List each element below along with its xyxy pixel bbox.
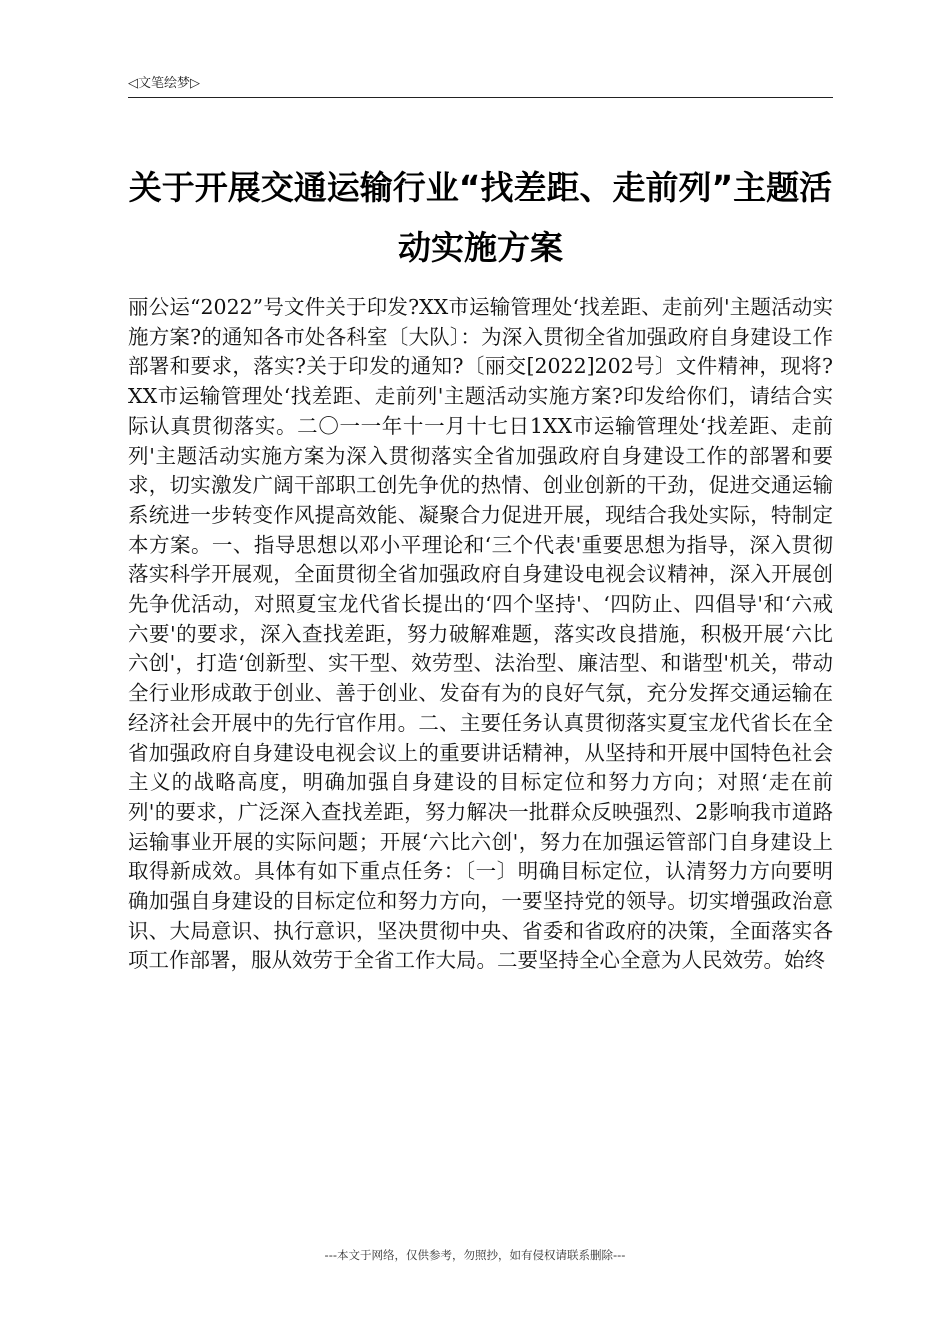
document-body: 丽公运“2022”号文件关于印发?XX市运输管理处‘找差距、走前列'主题活动实施方案?的通知各市处各科室〔大队〕：为深入贯彻全省加强政府自身建设工作部署和要求，落实?关于印发的通知?〔丽交[2022]202号〕文件精神，现将?XX市运输管理处‘找差距、走前列'主题活动实施方案?印发给你们，请结合实际认真贯彻落实。二〇一一年十一月十七日1XX市运输管理处‘找差距、走前列'主题活动实施方案为深入贯彻落实全省加强政府自身建设工作的部署和要求，切实激发广阔干部职工创先争优的热情、创业创新的干劲，促进交通运输系统进一步转变作风提高效能、凝聚合力促进开展，现结合我处实际，特制定本方案。一、指导思想以邓小平理论和‘三个代表'重要思想为指导，深入贯彻落实科学开展观，全面贯彻全省加强政府自身建设电视会议精神，深入开展创先争优活动，对照夏宝龙代省长提出的‘四个坚持'、‘四防止、四倡导'和‘六戒六要'的要求，深入查找差距，努力破解难题，落实改良措施，积极开展‘六比六创'，打造‘创新型、实干型、效劳型、法治型、廉洁型、和谐型'机关，带动全行业形成敢于创业、善于创业、发奋有为的良好气氛，充分发挥交通运输在经济社会开展中的先行官作用。二、主要任务认真贯彻落实夏宝龙代省长在全省加强政府自身建设电视会议上的重要讲话精神，从坚持和开展中国特色社会主义的战略高度，明确加强自身建设的目标定位和努力方向；对照‘走在前列'的要求，广泛深入查找差距，努力解决一批群众反映强烈、2影响我市道路运输事业开展的实际问题；开展‘六比六创'，努力在加强运管部门自身建设上取得新成效。具体有如下重点任务：〔一〕明确目标定位，认清努力方向要明确加强自身建设的目标定位和努力方向，一要坚持党的领导。切实增强政治意识、大局意识、执行意识，坚决贯彻中央、省委和省政府的决策，全面落实各项工作部署，服从效劳于全省工作大局。二要坚持全心全意为人民效劳。始终: [128, 295, 833, 973]
document-header: ◁文笔绘梦▷: [128, 76, 200, 91]
document-title: 关于开展交通运输行业“找差距、走前列”主题活动实施方案: [128, 168, 833, 267]
document-footer: ---本文于网络，仅供参考，勿照抄，如有侵权请联系删除---: [324, 1248, 626, 1262]
header-divider: [128, 97, 833, 98]
